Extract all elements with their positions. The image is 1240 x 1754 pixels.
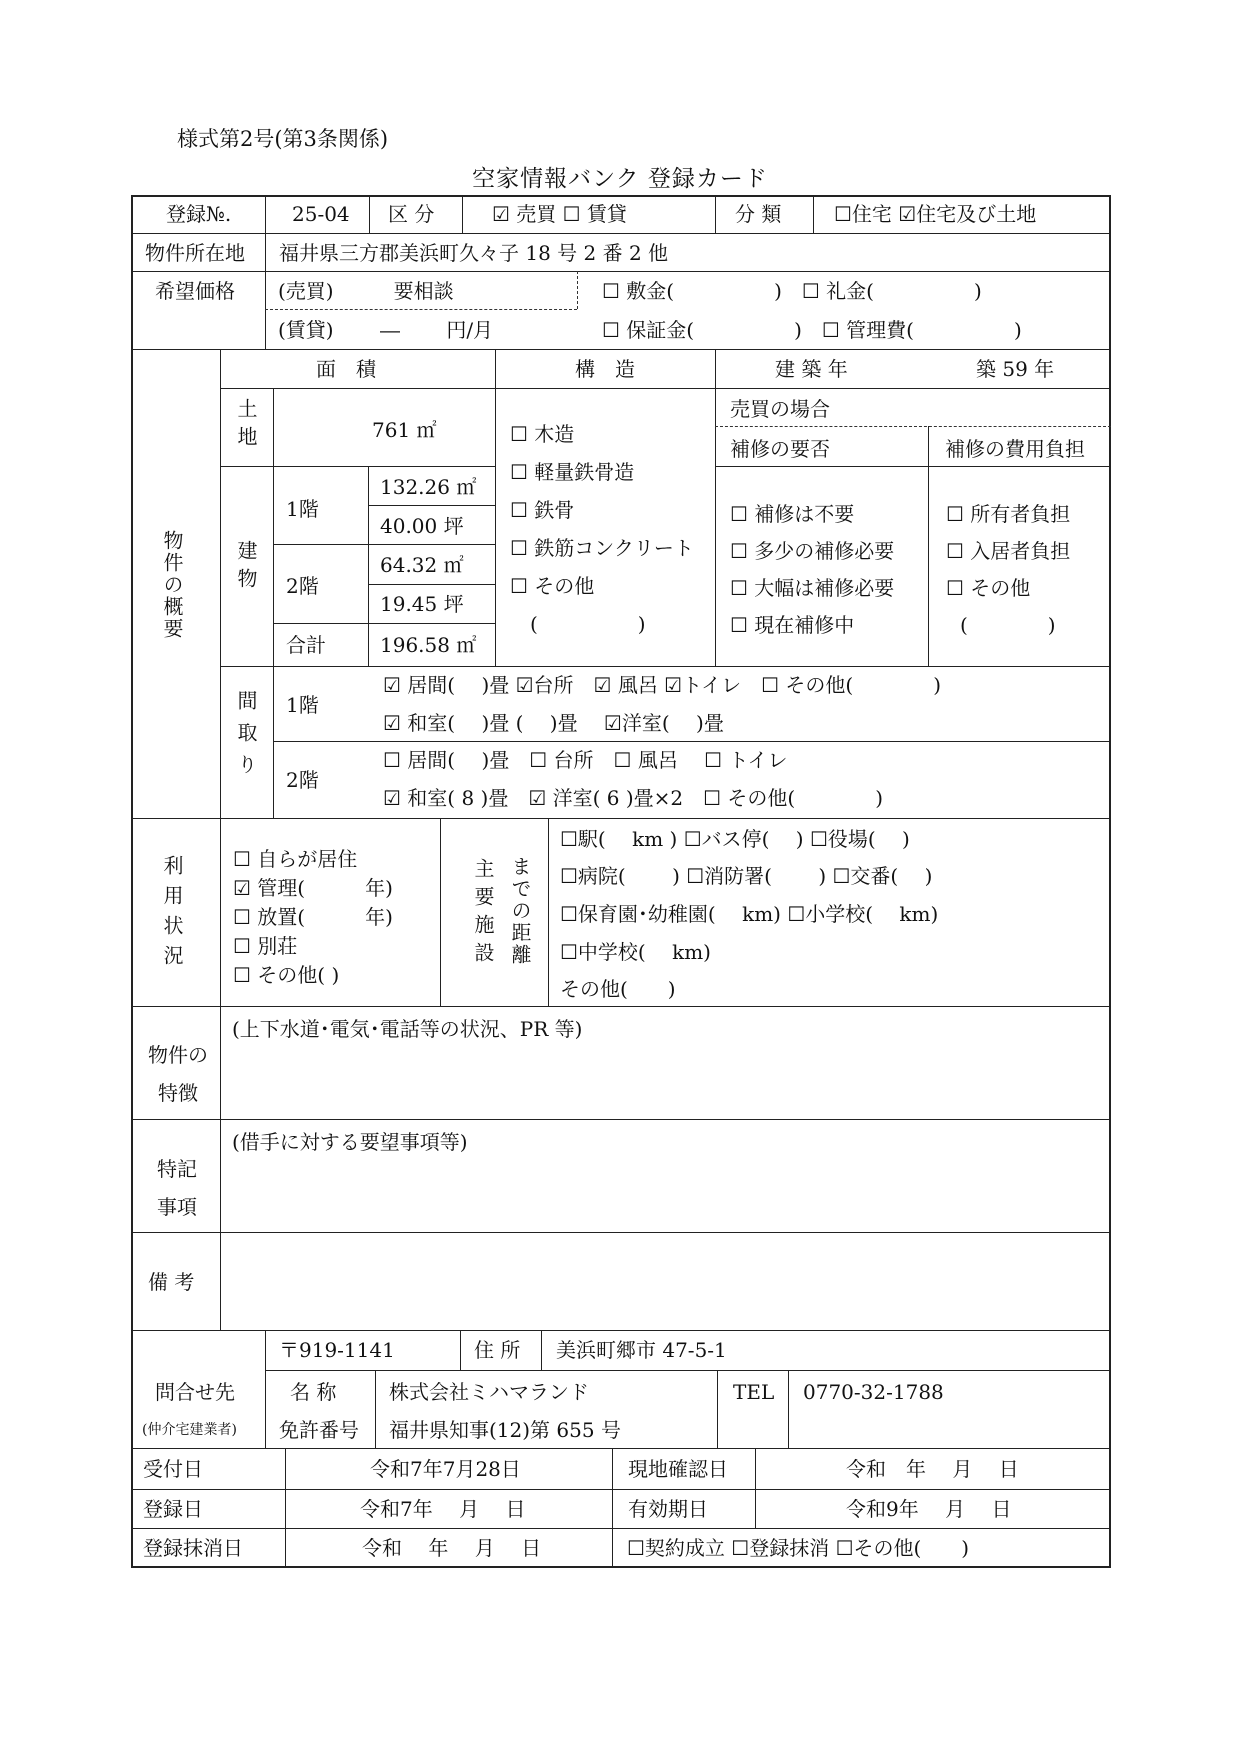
overview-section-label: 物件の概要 <box>160 530 184 640</box>
contact-sublabel: (仲介宅建業者) <box>142 1422 237 1438</box>
repair-minor-needed: ☐ 多少の補修必要 <box>730 539 895 563</box>
structure-header: 構 造 <box>575 357 635 381</box>
facility-line-2: ☐病院( ) ☐消防署( ) ☐交番( ) <box>560 864 933 888</box>
total-label: 合計 <box>286 633 326 657</box>
usage-villa: ☐ 別荘 <box>233 934 298 958</box>
received-date: 令和7年7月28日 <box>370 1457 521 1481</box>
expiry-date-label: 有効期日 <box>628 1497 708 1521</box>
price-security-management: ☐ 保証金( ) ☐ 管理費( ) <box>602 318 1022 342</box>
contact-name: 株式会社ミハマランド <box>389 1380 589 1404</box>
structure-other-detail: ( ) <box>530 612 646 636</box>
registered-date: 令和7年 月 日 <box>360 1497 526 1521</box>
site-check-date-label: 現地確認日 <box>628 1457 728 1481</box>
usage-managed: ☑ 管理( 年) <box>233 876 393 900</box>
contact-label: 問合せ先 <box>155 1380 235 1404</box>
features-note: (上下水道･電気･電話等の状況、PR 等) <box>232 1017 583 1041</box>
layout-floor2-label: 2階 <box>286 768 319 792</box>
category-label: 分 類 <box>735 202 782 226</box>
layout-floor1-label: 1階 <box>286 693 319 717</box>
facilities-distance-label: までの距離 <box>508 856 532 966</box>
remarks-label: 備 考 <box>148 1270 195 1294</box>
price-deposit-key-money: ☐ 敷金( ) ☐ 礼金( ) <box>602 279 982 303</box>
repair-cost-other: ☐ その他 <box>946 576 1031 600</box>
page-title: 空家情報バンク 登録カード <box>472 166 768 192</box>
form-number: 様式第2号(第3条関係) <box>177 127 389 151</box>
facilities-label: 主要施設 <box>471 858 495 970</box>
structure-light-steel: ☐ 軽量鉄骨造 <box>510 460 635 484</box>
features-label: 物件の特徴 <box>148 1043 208 1105</box>
contact-license: 福井県知事(12)第 655 号 <box>389 1418 621 1442</box>
registration-no-label: 登録№. <box>166 202 232 226</box>
building-floor1-label: 1階 <box>286 497 319 521</box>
price-sale: (売買) 要相談 <box>278 279 454 303</box>
sale-case-label: 売買の場合 <box>730 397 830 421</box>
deregistration-reason: ☐契約成立 ☐登録抹消 ☐その他( ) <box>627 1536 970 1560</box>
repair-need-header: 補修の要否 <box>730 437 830 461</box>
repair-major-needed: ☐ 大幅は補修必要 <box>730 576 895 600</box>
usage-self-residence: ☐ 自らが居住 <box>233 847 358 871</box>
structure-steel: ☐ 鉄骨 <box>510 498 575 522</box>
special-label: 特記事項 <box>157 1157 197 1219</box>
total-sqm: 196.58 ㎡ <box>380 633 477 657</box>
price-rent: (賃貸) ― 円/月 <box>278 318 494 342</box>
registration-no-value: 25-04 <box>292 202 350 226</box>
repair-cost-header: 補修の費用負担 <box>945 437 1085 461</box>
layout-floor1-line1: ☑ 居間( )畳 ☑台所 ☑ 風呂 ☑トイレ ☐ その他( ) <box>383 673 942 697</box>
structure-other: ☐ その他 <box>510 574 595 598</box>
floor2-tsubo: 19.45 坪 <box>380 592 464 616</box>
land-area: 761 ㎡ <box>372 418 437 442</box>
received-date-label: 受付日 <box>143 1457 203 1481</box>
contact-postal: 〒919-1141 <box>279 1338 395 1362</box>
division-label: 区 分 <box>388 202 435 226</box>
division-options: ☑ 売買 ☐ 賃貸 <box>492 202 627 226</box>
built-year-header: 建 築 年 <box>775 357 848 381</box>
contact-license-label: 免許番号 <box>279 1418 359 1442</box>
category-options: ☐住宅 ☑住宅及び土地 <box>834 202 1037 226</box>
deregistered-date: 令和 年 月 日 <box>362 1536 542 1560</box>
floor1-tsubo: 40.00 坪 <box>380 514 464 538</box>
repair-cost-tenant: ☐ 入居者負担 <box>946 539 1071 563</box>
location-label: 物件所在地 <box>145 241 245 265</box>
contact-name-label: 名 称 <box>290 1380 337 1404</box>
location-value: 福井県三方郡美浜町久々子 18 号 2 番 2 他 <box>279 241 669 265</box>
floor1-sqm: 132.26 ㎡ <box>380 475 477 499</box>
structure-wood: ☐ 木造 <box>510 422 575 446</box>
facility-line-5: その他( ) <box>560 977 676 1001</box>
registered-date-label: 登録日 <box>143 1497 203 1521</box>
special-note: (借手に対する要望事項等) <box>232 1130 468 1154</box>
site-check-date: 令和 年 月 日 <box>846 1457 1019 1481</box>
repair-in-progress: ☐ 現在補修中 <box>730 613 855 637</box>
building-floor2-label: 2階 <box>286 574 319 598</box>
contact-address-label: 住 所 <box>474 1338 521 1362</box>
layout-floor2-line2: ☑ 和室( 8 )畳 ☑ 洋室( 6 )畳×2 ☐ その他( ) <box>383 786 884 810</box>
contact-tel: 0770-32-1788 <box>803 1380 944 1404</box>
facility-line-4: ☐中学校( km) <box>560 940 711 964</box>
expiry-date: 令和9年 月 日 <box>846 1497 1012 1521</box>
contact-tel-label: TEL <box>733 1380 775 1404</box>
price-label: 希望価格 <box>155 279 235 303</box>
layout-floor2-line1: ☐ 居間( )畳 ☐ 台所 ☐ 風呂 ☐ トイレ <box>383 748 788 772</box>
usage-label: 利用状況 <box>160 855 184 975</box>
built-year-value: 築 59 年 <box>976 357 1055 381</box>
building-label: 建物 <box>234 540 258 596</box>
structure-rc: ☐ 鉄筋コンクリート <box>510 536 694 560</box>
repair-cost-owner: ☐ 所有者負担 <box>946 502 1071 526</box>
contact-address: 美浜町郷市 47-5-1 <box>556 1338 727 1362</box>
repair-not-needed: ☐ 補修は不要 <box>730 502 855 526</box>
usage-other: ☐ その他( ) <box>233 963 340 987</box>
floor2-sqm: 64.32 ㎡ <box>380 553 464 577</box>
layout-floor1-line2: ☑ 和室( )畳 ( )畳 ☑洋室( )畳 <box>383 711 724 735</box>
facility-line-3: ☐保育園･幼稚園( km) ☐小学校( km) <box>560 902 939 926</box>
area-header: 面 積 <box>316 357 376 381</box>
deregistered-date-label: 登録抹消日 <box>143 1536 243 1560</box>
layout-label: 間取り <box>234 690 258 786</box>
repair-cost-other-detail: ( ) <box>960 613 1056 637</box>
usage-vacant: ☐ 放置( 年) <box>233 905 393 929</box>
land-label: 土地 <box>234 398 258 454</box>
facility-line-1: ☐駅( km ) ☐バス停( ) ☐役場( ) <box>560 827 910 851</box>
